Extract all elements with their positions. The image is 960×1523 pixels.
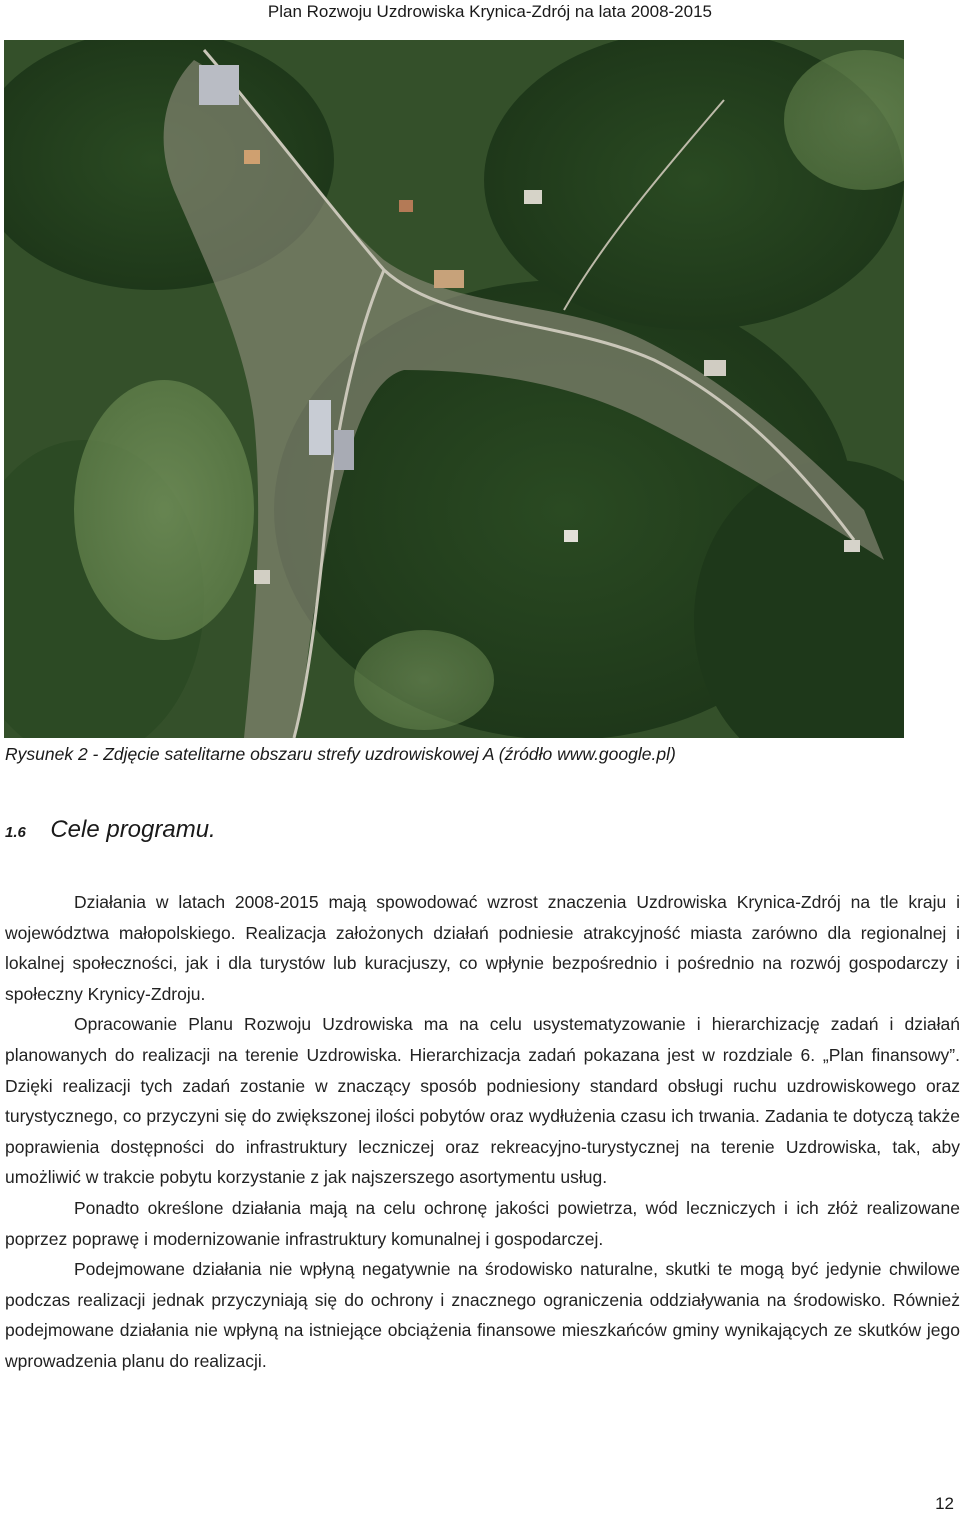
section-heading [5, 816, 216, 844]
figure-caption: Rysunek 2 - Zdjęcie satelitarne obszaru strefy uzdrowiskowej A (źródło www.google.pl) [5, 744, 676, 764]
body-text [5, 887, 960, 1377]
page-number: 12 [935, 1494, 954, 1513]
paragraph: Ponadto określone działania mają na celu ochronę jakości powietrza, wód leczniczych i ich złóż realizowane poprzez poprawę i modernizowanie infrastruktury komunalnej i gospodarczej. [5, 1197, 960, 1249]
running-header: Plan Rozwoju Uzdrowiska Krynica-Zdrój na lata 2008-2015 [267, 2, 712, 21]
section-number: 1.6 [5, 824, 26, 841]
section-title: Cele programu. [50, 816, 216, 843]
paragraph: Działania w latach 2008-2015 mają spowodować wzrost znaczenia Uzdrowiska Krynica-Zdrój na tle kraju i województwa małopolskiego. Realizacja założonych działań podniesie atrakcyjność miasta zarówno dla regionalnej i lokalnej społeczności, jak i dla turystów lub kuracjuszy, co wpłynie bezpośrednio i pośrednio na rozwój gospodarczy i społeczny Krynicy-Zdroju. [5, 892, 960, 1004]
paragraph: Podejmowane działania nie wpłyną negatywnie na środowisko naturalne, skutki te mogą być jedynie chwilowe podczas realizacji jednak przyczyniają się do ochrony i znacznego ograniczenia oddziaływania na środowisko. Również podejmowane działania nie wpłyną na istniejące obciążenia finansowe mieszkańców gminy wynikających ze skutków jego wprowadzenia planu do realizacji. [5, 1259, 960, 1371]
paragraph: Opracowanie Planu Rozwoju Uzdrowiska ma na celu usystematyzowanie i hierarchizację zadań i działań planowanych do realizacji na terenie Uzdrowiska. Hierarchizacja zadań pokazana jest w rozdziale 6. „Plan finansowy”. Dzięki realizacji tych zadań zostanie w znaczący sposób podniesiony standard obsługi ruchu uzdrowiskowego oraz turystycznego, co przyczyni się do zwiększonej ilości pobytów oraz wydłużenia czasu ich trwania. Zadania te dotyczą także poprawienia dostępności do infrastruktury leczniczej oraz rekreacyjno-turystycznej na terenie Uzdrowiska, tak, aby umożliwić w trakcie pobytu korzystanie z jak najszerszego asortymentu usług. [5, 1014, 960, 1188]
satellite-photo [4, 40, 904, 738]
